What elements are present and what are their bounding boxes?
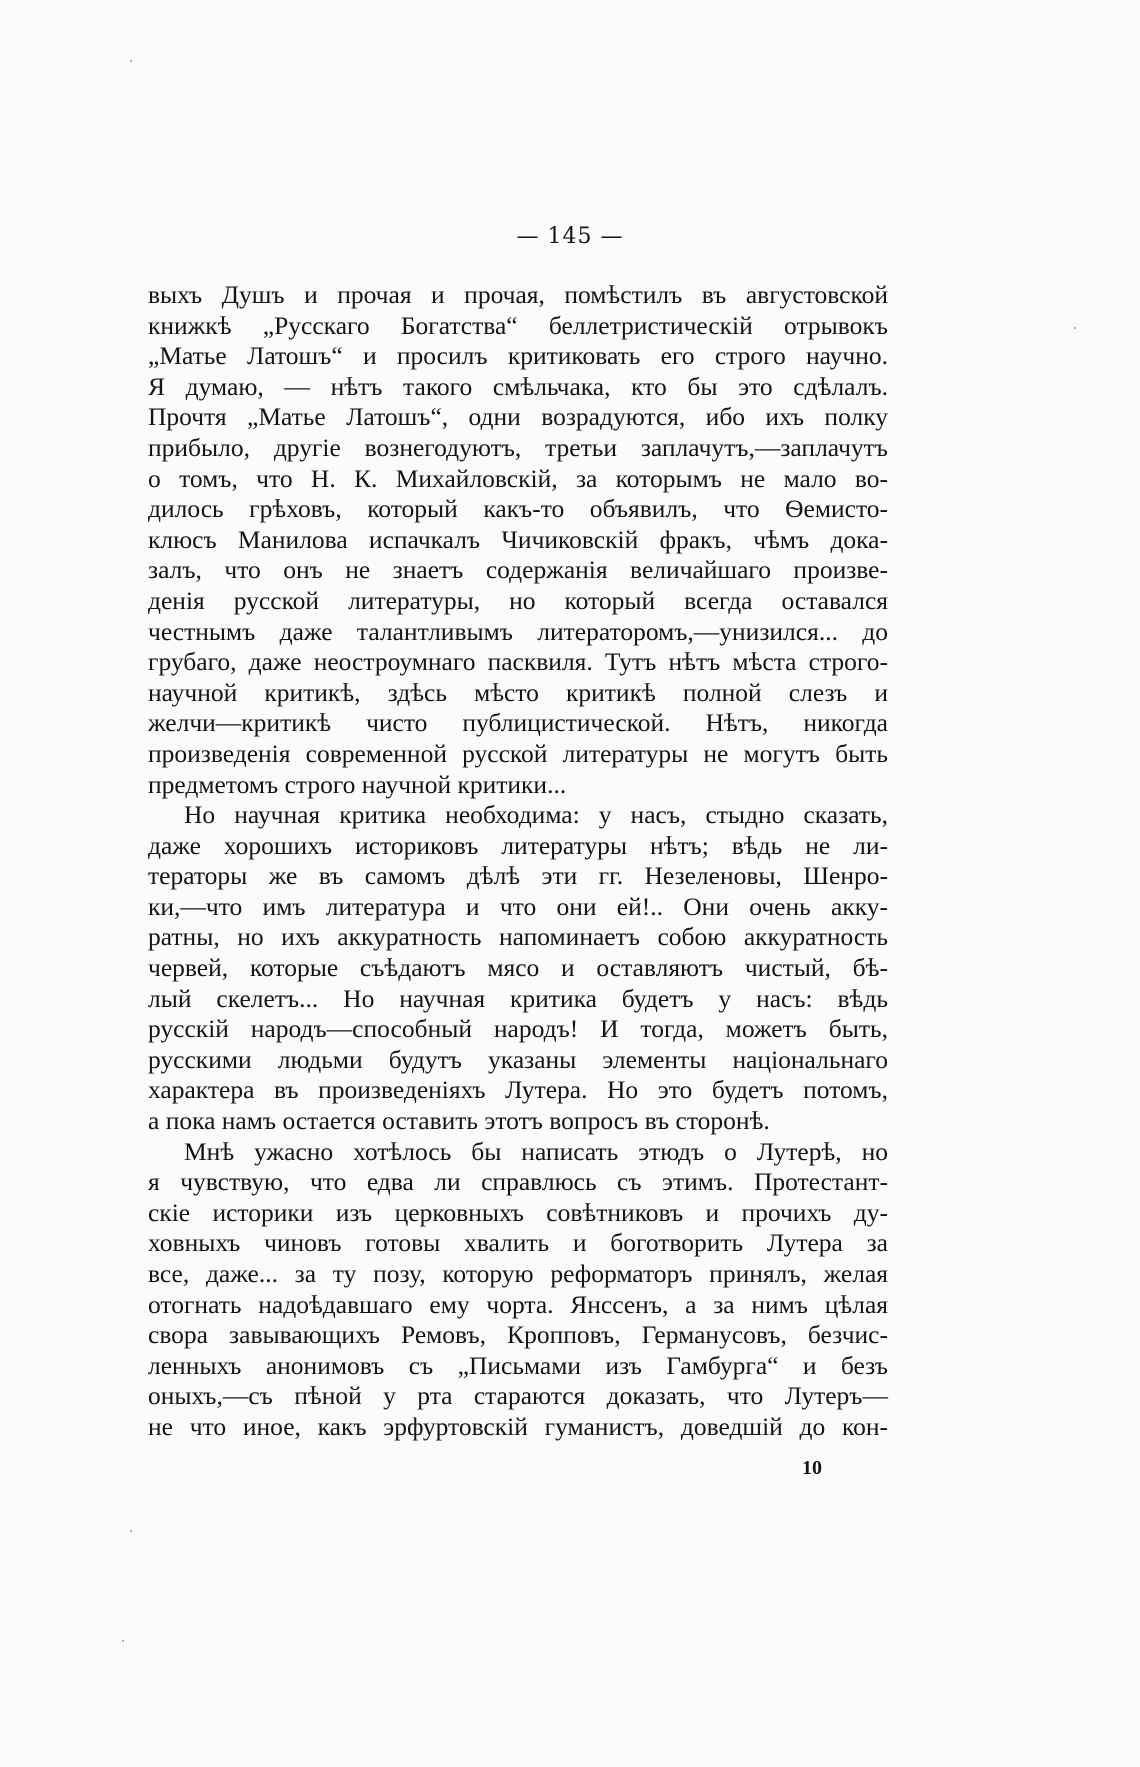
text-line: ки,—что имъ литература и что они ей!.. Они очень акку- [148,891,888,921]
text-line: ленныхъ анонимовъ съ „Письмами изъ Гамбурга“ и безъ [148,1350,888,1380]
text-line: тераторы же въ самомъ дѣлѣ эти гг. Незеленовы, Шенро- [148,861,888,891]
text-line: я чувствую, что едва ли справлюсь съ этимъ. Протестант- [148,1167,888,1197]
text-line: даже хорошихъ историковъ литературы нѣтъ; вѣдь не ли- [148,830,888,860]
text-line: Прочтя „Матье Латошъ“, одни возрадуются, ибо ихъ полку [148,402,888,432]
text-line: дилось грѣховъ, который какъ-то объявилъ, что Ѳемисто- [148,494,888,524]
text-line: Мнѣ ужасно хотѣлось бы написать этюдъ о Лутерѣ, но [184,1136,888,1166]
print-speck [1074,327,1076,329]
text-line: оныхъ,—съ пѣной у рта стараются доказать, что Лутеръ— [148,1381,888,1411]
text-line: Но научная критика необходима: у насъ, стыдно сказать, [184,800,888,830]
text-line: лый скелетъ... Но научная критика будетъ у насъ: вѣдь [148,983,888,1013]
text-line: русскими людьми будутъ указаны элементы національнаго [148,1044,888,1074]
text-line: о томъ, что Н. К. Михайловскій, за которымъ не мало во- [148,463,888,493]
text-line: прибыло, другіе вознегодуютъ, третьи заплачутъ,—заплачутъ [148,432,888,462]
print-speck [122,1640,124,1642]
text-line: Я думаю, — нѣтъ такого смѣльчака, кто бы это сдѣлалъ. [148,371,888,401]
page-number: — 145 — [516,224,624,249]
text-line: клюсъ Манилова испачкалъ Чичиковскій фракъ, чѣмъ дока- [148,524,888,554]
text-line: предметомъ строго научной критики... [148,769,567,799]
text-line: скіе историки изъ церковныхъ совѣтниковъ и прочихъ ду- [148,1197,888,1227]
print-speck [130,1530,132,1532]
print-speck [130,60,132,62]
text-line: свора завывающихъ Ремовъ, Кропповъ, Германусовъ, безчис- [148,1320,888,1350]
text-line: характера въ произведеніяхъ Лутера. Но это будетъ потомъ, [148,1075,888,1105]
text-line: ховныхъ чиновъ готовы хвалить и боготворить Лутера за [148,1228,888,1258]
text-line: грубаго, даже неостроумнаго пасквиля. Тутъ нѣтъ мѣста строго- [148,647,888,677]
text-line: честнымъ даже талантливымъ литераторомъ,—унизился... до [148,616,888,646]
text-line: научной критикѣ, здѣсь мѣсто критикѣ полной слезъ и [148,677,888,707]
text-line: а пока намъ остается оставить этотъ вопросъ въ сторонѣ. [148,1106,770,1136]
text-line: отогнать надоѣдавшаго ему чорта. Янссенъ, а за нимъ цѣлая [148,1289,888,1319]
text-line: все, даже... за ту позу, которую реформаторъ принялъ, желая [148,1259,888,1288]
signature-mark: 10 [802,1457,822,1479]
text-line: книжкѣ „Русскаго Богатства“ беллетристическій отрывокъ [148,310,888,340]
text-line: „Матье Латошъ“ и просилъ критиковать его строго научно. [148,341,888,371]
text-line: не что иное, какъ эрфуртовскій гуманистъ, доведшій до кон- [148,1411,888,1441]
text-line: желчи—критикѣ чисто публицистической. Нѣтъ, никогда [148,708,888,738]
text-line: русскій народъ—способный народъ! И тогда, можетъ быть, [148,1014,888,1044]
text-line: произведенія современной русской литературы не могутъ быть [148,738,888,768]
text-line: червей, которые съѣдаютъ мясо и оставляютъ чистый, бѣ- [148,953,888,983]
text-line: залъ, что онъ не знаетъ содержанія величайшаго произве- [148,555,888,585]
text-line: денія русской литературы, но который всегда оставался [148,585,888,615]
text-line: выхъ Душъ и прочая и прочая, помѣстилъ въ августовской [148,280,888,309]
body-text [148,280,888,1443]
text-line: ратны, но ихъ аккуратность напоминаетъ собою аккуратность [148,922,888,952]
